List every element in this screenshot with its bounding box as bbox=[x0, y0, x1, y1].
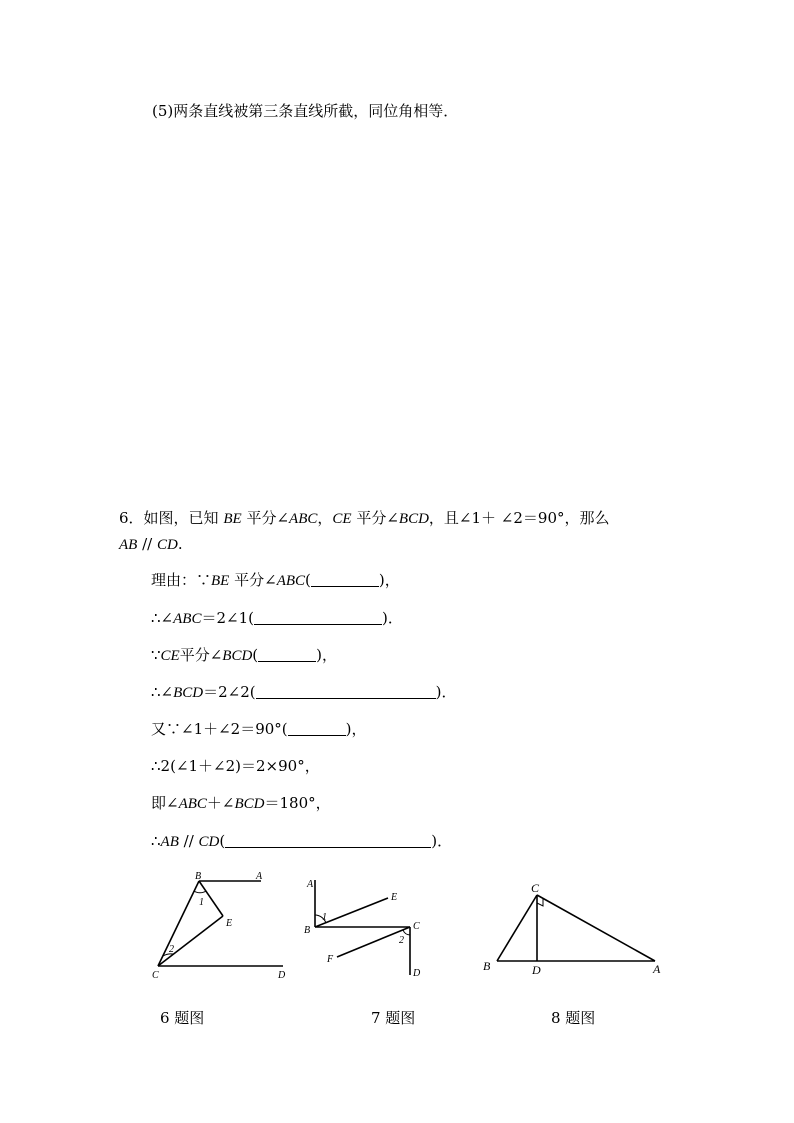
segment-AB: AB bbox=[160, 834, 179, 850]
label-E: E bbox=[391, 892, 398, 903]
caption-figure-8: 8 题图 bbox=[551, 1009, 596, 1027]
caption-figure-7: 7 题图 bbox=[371, 1009, 416, 1027]
segment-CD: CD bbox=[156, 537, 178, 553]
segment-BE: BE bbox=[223, 511, 242, 527]
proof-text: ∴2(∠1＋∠2)＝2×90°， bbox=[151, 757, 320, 775]
angle-BCD: BCD bbox=[398, 511, 429, 527]
segment-CE: CE bbox=[160, 648, 180, 664]
segment-AB: AB bbox=[119, 537, 138, 553]
stmt-text: 如图，已知 bbox=[143, 509, 219, 527]
proof-text: )， bbox=[316, 646, 338, 664]
label-B: B bbox=[195, 871, 202, 882]
answer-blank-5[interactable] bbox=[288, 721, 346, 736]
label-C: C bbox=[413, 921, 420, 932]
proof-text: )， bbox=[345, 720, 367, 738]
proof-text: ( bbox=[252, 646, 259, 664]
problem-6-statement-line1 bbox=[119, 508, 610, 529]
proof-text: 平分∠ bbox=[179, 646, 223, 664]
angle-2-arc bbox=[403, 930, 410, 935]
answer-blank-6[interactable] bbox=[225, 833, 431, 848]
label-2: 2 bbox=[399, 935, 404, 946]
label-1: 1 bbox=[322, 912, 327, 923]
segment-BC bbox=[497, 895, 537, 961]
segment-CE bbox=[158, 916, 223, 966]
label-B: B bbox=[483, 959, 491, 973]
figure-8 bbox=[478, 875, 673, 980]
proof-line-4 bbox=[151, 682, 457, 703]
stmt-text: . bbox=[177, 535, 183, 553]
angle-ABC: ABC bbox=[276, 573, 306, 589]
proof-line-6 bbox=[151, 756, 320, 776]
proof-text: ＝2∠1( bbox=[201, 609, 254, 627]
proof-line-7 bbox=[151, 793, 331, 814]
prev-item-text: (5)两条直线被第三条直线所截，同位角相等． bbox=[152, 102, 459, 120]
segment-CA bbox=[537, 895, 655, 961]
proof-text: ( bbox=[219, 832, 226, 850]
proof-text: )． bbox=[435, 683, 457, 701]
angle-ABC: ABC bbox=[178, 796, 207, 812]
parallel-sign: // bbox=[137, 535, 157, 553]
answer-blank-3[interactable] bbox=[258, 647, 316, 662]
stmt-text: ，且∠1＋ ∠2＝90°，那么 bbox=[428, 509, 610, 527]
label-1: 1 bbox=[199, 897, 204, 908]
stmt-text: ， bbox=[317, 509, 333, 527]
proof-line-1 bbox=[151, 570, 400, 591]
angle-ABC: ABC bbox=[289, 511, 318, 527]
segment-CE: CE bbox=[332, 511, 352, 527]
angle-BCD: BCD bbox=[222, 648, 253, 664]
angle-ABC: ABC bbox=[173, 611, 202, 627]
label-A: A bbox=[256, 871, 263, 882]
segment-BE: BE bbox=[211, 573, 230, 589]
stmt-text: 平分∠ bbox=[246, 509, 290, 527]
label-B: B bbox=[304, 925, 311, 936]
right-angle-mark bbox=[537, 899, 543, 906]
segment-CD: CD bbox=[198, 834, 220, 850]
label-D: D bbox=[532, 963, 541, 977]
angle-BCD: BCD bbox=[173, 685, 204, 701]
proof-line-2 bbox=[151, 608, 403, 629]
label-A: A bbox=[307, 879, 314, 890]
answer-blank-1[interactable] bbox=[311, 572, 379, 587]
angle-BCD: BCD bbox=[234, 796, 265, 812]
proof-text: ＋∠ bbox=[206, 794, 235, 812]
proof-line-3 bbox=[151, 645, 337, 666]
label-2: 2 bbox=[169, 944, 174, 955]
label-A: A bbox=[653, 962, 661, 976]
label-C: C bbox=[531, 881, 540, 895]
proof-text: ∵ bbox=[151, 646, 161, 664]
label-C: C bbox=[152, 970, 159, 981]
proof-text: )． bbox=[381, 609, 403, 627]
proof-text: ( bbox=[305, 571, 311, 589]
proof-text: 平分∠ bbox=[229, 571, 277, 589]
label-F: F bbox=[327, 954, 334, 965]
proof-text: ∴∠ bbox=[151, 609, 174, 627]
label-D: D bbox=[278, 970, 286, 981]
label-D: D bbox=[413, 968, 421, 979]
angle-1-arc bbox=[194, 891, 206, 893]
label-E: E bbox=[226, 918, 233, 929]
answer-blank-4[interactable] bbox=[256, 684, 436, 699]
parallel-sign: // bbox=[178, 832, 199, 850]
proof-text: 又∵∠1＋∠2＝90°( bbox=[151, 720, 288, 738]
problem-6-statement-line2 bbox=[119, 534, 183, 555]
proof-text: )， bbox=[378, 571, 400, 589]
segment-BC bbox=[158, 881, 199, 966]
answer-blank-2[interactable] bbox=[254, 610, 382, 625]
problem-number: 6． bbox=[119, 509, 144, 527]
figure-7 bbox=[300, 870, 430, 985]
proof-text: 理由：∵ bbox=[151, 571, 212, 589]
proof-line-5 bbox=[151, 719, 367, 739]
proof-text: ∴∠ bbox=[151, 683, 174, 701]
proof-text: )． bbox=[431, 832, 453, 850]
figure-6 bbox=[145, 868, 295, 986]
proof-text: ＝2∠2( bbox=[203, 683, 256, 701]
caption-figure-6: 6 题图 bbox=[160, 1009, 205, 1027]
proof-text: 即∠ bbox=[151, 794, 179, 812]
proof-text: ∴ bbox=[151, 832, 161, 850]
stmt-text: 平分∠ bbox=[356, 509, 399, 527]
proof-line-8 bbox=[151, 831, 452, 852]
proof-text: ＝180°， bbox=[264, 794, 331, 812]
